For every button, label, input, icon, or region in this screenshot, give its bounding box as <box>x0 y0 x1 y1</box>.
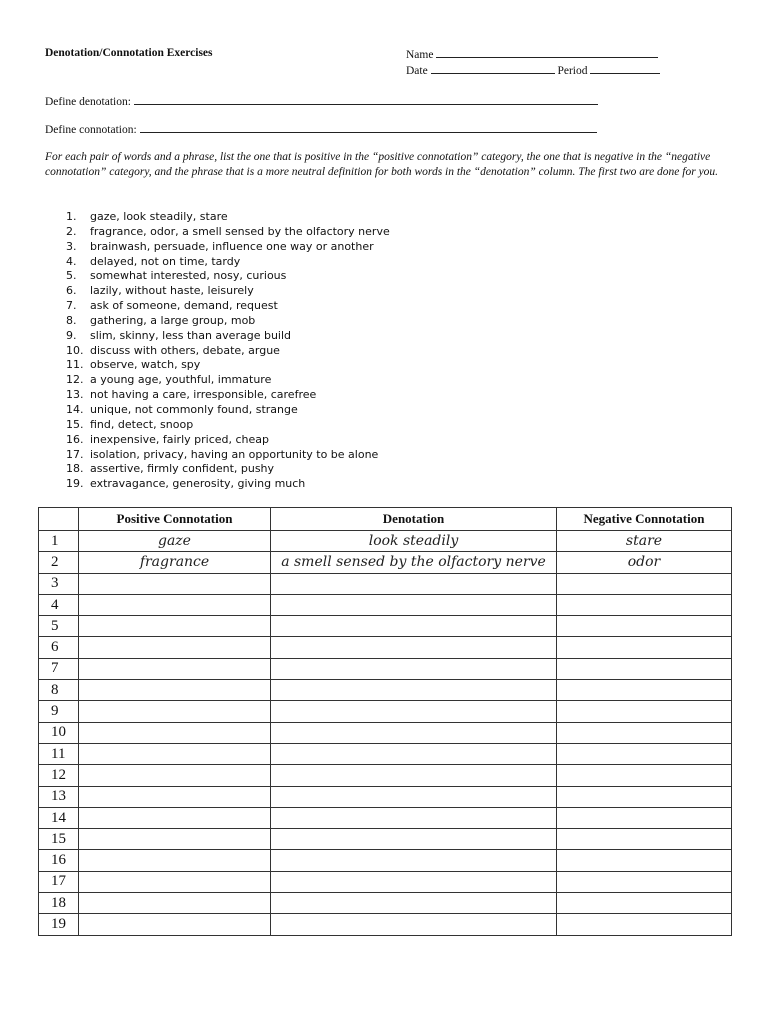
column-header-positive: Positive Connotation <box>79 508 271 531</box>
positive-connotation-cell[interactable] <box>79 786 271 807</box>
positive-connotation-cell[interactable] <box>79 658 271 679</box>
list-item-text: slim, skinny, less than average build <box>90 328 292 342</box>
positive-connotation-cell[interactable] <box>79 914 271 935</box>
row-number: 4 <box>39 594 79 615</box>
list-item-text: a young age, youthful, immature <box>90 373 272 387</box>
row-number: 9 <box>39 701 79 722</box>
negative-connotation-cell[interactable] <box>557 914 732 935</box>
table-row <box>39 701 732 722</box>
worksheet-title: Denotation/Connotation Exercises <box>45 47 213 59</box>
list-item-text: delayed, not on time, tardy <box>90 254 241 268</box>
table-row <box>39 786 732 807</box>
list-item-number: 11. <box>66 358 84 372</box>
row-number: 6 <box>39 637 79 658</box>
table-row <box>39 573 732 594</box>
positive-connotation-cell[interactable] <box>79 616 271 637</box>
table-header-row <box>39 508 732 531</box>
row-number: 13 <box>39 786 79 807</box>
list-item-number: 17. <box>66 447 84 461</box>
period-field[interactable] <box>590 63 660 74</box>
list-item <box>66 284 390 299</box>
denotation-cell[interactable] <box>271 743 557 764</box>
list-item-number: 3. <box>66 239 77 253</box>
list-item-number: 18. <box>66 462 84 476</box>
list-item-number: 7. <box>66 299 77 313</box>
positive-connotation-cell[interactable] <box>79 680 271 701</box>
word-list <box>66 210 390 492</box>
list-item-text: find, detect, snoop <box>90 417 194 431</box>
positive-connotation-cell[interactable] <box>79 893 271 914</box>
list-item <box>66 210 390 225</box>
table-body <box>39 531 732 936</box>
list-item <box>66 329 390 344</box>
list-item-text: brainwash, persuade, influence one way or another <box>90 239 374 253</box>
list-item-number: 16. <box>66 432 84 446</box>
date-label: Date <box>406 65 428 77</box>
list-item <box>66 477 390 492</box>
date-field[interactable] <box>431 63 555 74</box>
row-number: 17 <box>39 871 79 892</box>
negative-connotation-cell[interactable] <box>557 829 732 850</box>
date-period-line <box>406 63 660 77</box>
list-item-number: 2. <box>66 224 77 238</box>
list-item <box>66 299 390 314</box>
denotation-cell[interactable] <box>271 807 557 828</box>
list-item-number: 8. <box>66 313 77 327</box>
row-number: 15 <box>39 829 79 850</box>
negative-connotation-cell[interactable] <box>557 786 732 807</box>
denotation-cell[interactable]: a smell sensed by the olfactory nerve <box>271 552 557 573</box>
define-denotation-line <box>45 94 598 108</box>
list-item-text: observe, watch, spy <box>90 358 201 372</box>
list-item-text: isolation, privacy, having an opportunity to be alone <box>90 447 379 461</box>
negative-connotation-cell[interactable]: odor <box>557 552 732 573</box>
denotation-cell[interactable] <box>271 573 557 594</box>
list-item <box>66 269 390 284</box>
define-denotation-label: Define denotation: <box>45 96 131 108</box>
list-item-number: 13. <box>66 388 84 402</box>
denotation-cell[interactable] <box>271 722 557 743</box>
positive-connotation-cell[interactable] <box>79 743 271 764</box>
denotation-cell[interactable] <box>271 829 557 850</box>
row-number: 1 <box>39 531 79 552</box>
table-row <box>39 743 732 764</box>
list-item-number: 15. <box>66 417 84 431</box>
table-row <box>39 829 732 850</box>
negative-connotation-cell[interactable] <box>557 722 732 743</box>
list-item-text: lazily, without haste, leisurely <box>90 284 254 298</box>
row-number: 7 <box>39 658 79 679</box>
negative-connotation-cell[interactable] <box>557 594 732 615</box>
negative-connotation-cell[interactable] <box>557 807 732 828</box>
denotation-cell[interactable] <box>271 893 557 914</box>
row-number: 8 <box>39 680 79 701</box>
denotation-cell[interactable] <box>271 871 557 892</box>
row-number: 11 <box>39 743 79 764</box>
negative-connotation-cell[interactable] <box>557 893 732 914</box>
list-item <box>66 388 390 403</box>
table-row <box>39 871 732 892</box>
denotation-cell[interactable] <box>271 914 557 935</box>
denotation-cell[interactable] <box>271 850 557 871</box>
positive-connotation-cell[interactable] <box>79 807 271 828</box>
table-row <box>39 893 732 914</box>
denotation-cell[interactable] <box>271 680 557 701</box>
table-row <box>39 594 732 615</box>
negative-connotation-cell[interactable] <box>557 680 732 701</box>
positive-connotation-cell[interactable] <box>79 850 271 871</box>
table-row <box>39 616 732 637</box>
define-connotation-label: Define connotation: <box>45 124 137 136</box>
denotation-cell[interactable] <box>271 786 557 807</box>
row-number: 12 <box>39 765 79 786</box>
list-item-text: inexpensive, fairly priced, cheap <box>90 432 270 446</box>
list-item <box>66 418 390 433</box>
period-label: Period <box>557 65 588 77</box>
negative-connotation-cell[interactable] <box>557 871 732 892</box>
positive-connotation-cell[interactable] <box>79 573 271 594</box>
row-number: 10 <box>39 722 79 743</box>
list-item-text: ask of someone, demand, request <box>90 299 278 313</box>
table-row <box>39 680 732 701</box>
list-item <box>66 433 390 448</box>
list-item-text: assertive, firmly confident, pushy <box>90 462 275 476</box>
list-item <box>66 255 390 270</box>
positive-connotation-cell[interactable]: gaze <box>79 531 271 552</box>
list-item-text: discuss with others, debate, argue <box>90 343 280 357</box>
positive-connotation-cell[interactable] <box>79 829 271 850</box>
negative-connotation-cell[interactable]: stare <box>557 531 732 552</box>
denotation-cell[interactable] <box>271 765 557 786</box>
positive-connotation-cell[interactable] <box>79 701 271 722</box>
row-number: 18 <box>39 893 79 914</box>
positive-connotation-cell[interactable] <box>79 722 271 743</box>
column-header-denotation: Denotation <box>271 508 557 531</box>
connotation-answer-field[interactable] <box>140 122 597 133</box>
negative-connotation-cell[interactable] <box>557 850 732 871</box>
denotation-cell[interactable] <box>271 658 557 679</box>
list-item <box>66 225 390 240</box>
list-item <box>66 462 390 477</box>
list-item-text: gathering, a large group, mob <box>90 313 256 327</box>
row-number: 5 <box>39 616 79 637</box>
denotation-cell[interactable] <box>271 701 557 722</box>
list-item-text: unique, not commonly found, strange <box>90 402 298 416</box>
list-item <box>66 448 390 463</box>
list-item-number: 4. <box>66 254 77 268</box>
define-connotation-line <box>45 122 597 136</box>
list-item-text: fragrance, odor, a smell sensed by the olfactory nerve <box>90 224 390 238</box>
connotation-table <box>38 507 732 936</box>
positive-connotation-cell[interactable] <box>79 594 271 615</box>
negative-connotation-cell[interactable] <box>557 765 732 786</box>
positive-connotation-cell[interactable] <box>79 765 271 786</box>
positive-connotation-cell[interactable]: fragrance <box>79 552 271 573</box>
denotation-cell[interactable]: look steadily <box>271 531 557 552</box>
row-number: 16 <box>39 850 79 871</box>
list-item <box>66 344 390 359</box>
list-item <box>66 403 390 418</box>
list-item-number: 6. <box>66 284 77 298</box>
list-item-number: 5. <box>66 269 77 283</box>
list-item-text: not having a care, irresponsible, carefree <box>90 388 317 402</box>
table-row <box>39 765 732 786</box>
negative-connotation-cell[interactable] <box>557 701 732 722</box>
column-header-number <box>39 508 79 531</box>
list-item-text: gaze, look steadily, stare <box>90 210 228 223</box>
negative-connotation-cell[interactable] <box>557 743 732 764</box>
name-label: Name <box>406 49 434 61</box>
negative-connotation-cell[interactable] <box>557 658 732 679</box>
list-item-text: extravagance, generosity, giving much <box>90 477 306 491</box>
table-row <box>39 914 732 935</box>
table-row <box>39 637 732 658</box>
row-number: 14 <box>39 807 79 828</box>
list-item-number: 19. <box>66 477 84 491</box>
table-row <box>39 658 732 679</box>
list-item-number: 10. <box>66 343 84 357</box>
denotation-cell[interactable] <box>271 594 557 615</box>
row-number: 2 <box>39 552 79 573</box>
denotation-cell[interactable] <box>271 637 557 658</box>
instructions-text: For each pair of words and a phrase, list the one that is positive in the “positive connotation” category, the one that is negative in the “negative connotation” category, and the phrase that is a more neutral definition for both words in the “denotation” column. The first two are done for you. <box>45 151 719 178</box>
row-number: 3 <box>39 573 79 594</box>
row-number: 19 <box>39 914 79 935</box>
table-row <box>39 807 732 828</box>
table-row <box>39 531 732 552</box>
denotation-cell[interactable] <box>271 616 557 637</box>
list-item <box>66 358 390 373</box>
list-item-text: somewhat interested, nosy, curious <box>90 269 287 283</box>
list-item-number: 12. <box>66 373 84 387</box>
name-field[interactable] <box>436 47 658 58</box>
name-line <box>406 47 658 61</box>
list-item <box>66 373 390 388</box>
positive-connotation-cell[interactable] <box>79 637 271 658</box>
positive-connotation-cell[interactable] <box>79 871 271 892</box>
list-item-number: 14. <box>66 402 84 416</box>
negative-connotation-cell[interactable] <box>557 637 732 658</box>
negative-connotation-cell[interactable] <box>557 573 732 594</box>
table-row <box>39 722 732 743</box>
table-row <box>39 850 732 871</box>
denotation-answer-field[interactable] <box>134 94 598 105</box>
column-header-negative: Negative Connotation <box>557 508 732 531</box>
list-item-number: 9. <box>66 328 77 342</box>
list-item <box>66 240 390 255</box>
table-row <box>39 552 732 573</box>
negative-connotation-cell[interactable] <box>557 616 732 637</box>
list-item-number: 1. <box>66 210 77 223</box>
list-item <box>66 314 390 329</box>
